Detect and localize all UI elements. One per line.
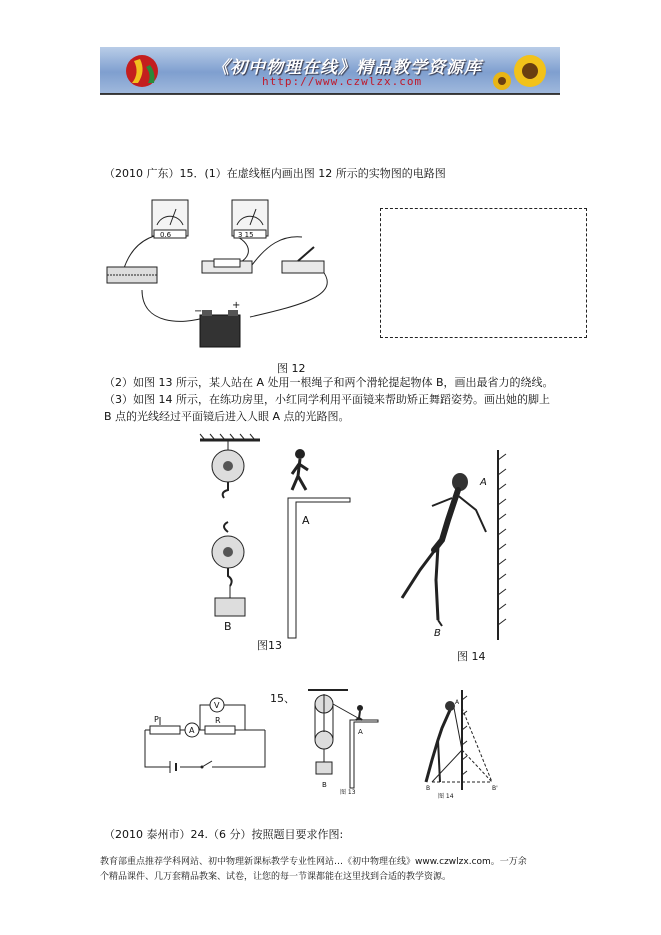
header-rule [100,94,560,95]
answer-15-number: 15、 [270,692,295,705]
answer-fig14-label-B: B [426,785,431,792]
answer-fig14-caption: 图 14 [438,793,454,800]
battery-minus-label: − [194,306,203,317]
answer-figure-14 [410,690,520,800]
footer-line-1: 教育部重点推荐学科网站、初中物理新课标教学专业性网站…《初中物理在线》www.czwlzx.com。一万余 [100,857,527,867]
answer-fig13-label-B: B [322,781,327,789]
meter-left-reading: 0.6 [160,231,172,239]
sunflower-icon [490,47,560,93]
footer-line-2: 个精品课件、几万套精品教案、试卷，让您的每一节课都能在这里找到合适的教学资源。 [100,872,452,882]
problem-15-part3-line1: （3）如图 14 所示，在练功房里，小红同学利用平面镜来帮助矫正舞蹈姿势。画出她的脚上 [104,393,550,406]
banner-url[interactable]: http://www.czwlzx.com [262,75,423,88]
answer-dashed-box [380,208,587,338]
problem-15-heading: （2010 广东）15．(1）在虚线框内画出图 12 所示的实物图的电路图 [104,167,446,180]
figure-13-pulleys [200,438,360,638]
figure-12-caption: 图 12 [277,362,306,375]
answer-figure-13 [300,688,380,798]
circuit-label-ammeter: A [189,726,195,735]
problem-15-part2: （2）如图 13 所示，某人站在 A 处用一根绳子和两个滑轮提起物体 B，画出最省力的绕线。 [104,376,554,389]
meter-right-reading: 3 15 [238,231,254,239]
fig14-label-B: B [434,628,441,639]
fig14-label-A: A [480,477,487,488]
answer-fig14-label-A: A [455,699,460,706]
answer-circuit-diagram [140,695,270,775]
figure-14-mirror [380,450,530,650]
fig13-label-B: B [224,620,232,633]
battery-plus-label: + [232,300,241,311]
circuit-label-resistor: R [215,716,221,725]
answer-fig13-caption: 图 13 [340,789,356,796]
figure-13-caption: 图13 [257,639,282,652]
answer-fig13-label-A: A [358,728,363,736]
logo-icon [120,49,166,95]
figure-12-circuit [102,195,352,355]
circuit-label-P: P [154,715,159,724]
answer-fig14-label-Bprime: B' [492,785,498,792]
fig13-label-A: A [302,514,310,527]
figure-14-caption: 图 14 [457,650,486,663]
circuit-label-voltmeter: V [214,701,220,710]
problem-24-heading: （2010 泰州市）24.（6 分）按照题目要求作图: [104,828,344,841]
problem-15-part3-line2: B 点的光线经过平面镜后进入人眼 A 点的光路图。 [104,410,350,423]
banner-title: 《初中物理在线》精品教学资源库 [212,58,482,78]
